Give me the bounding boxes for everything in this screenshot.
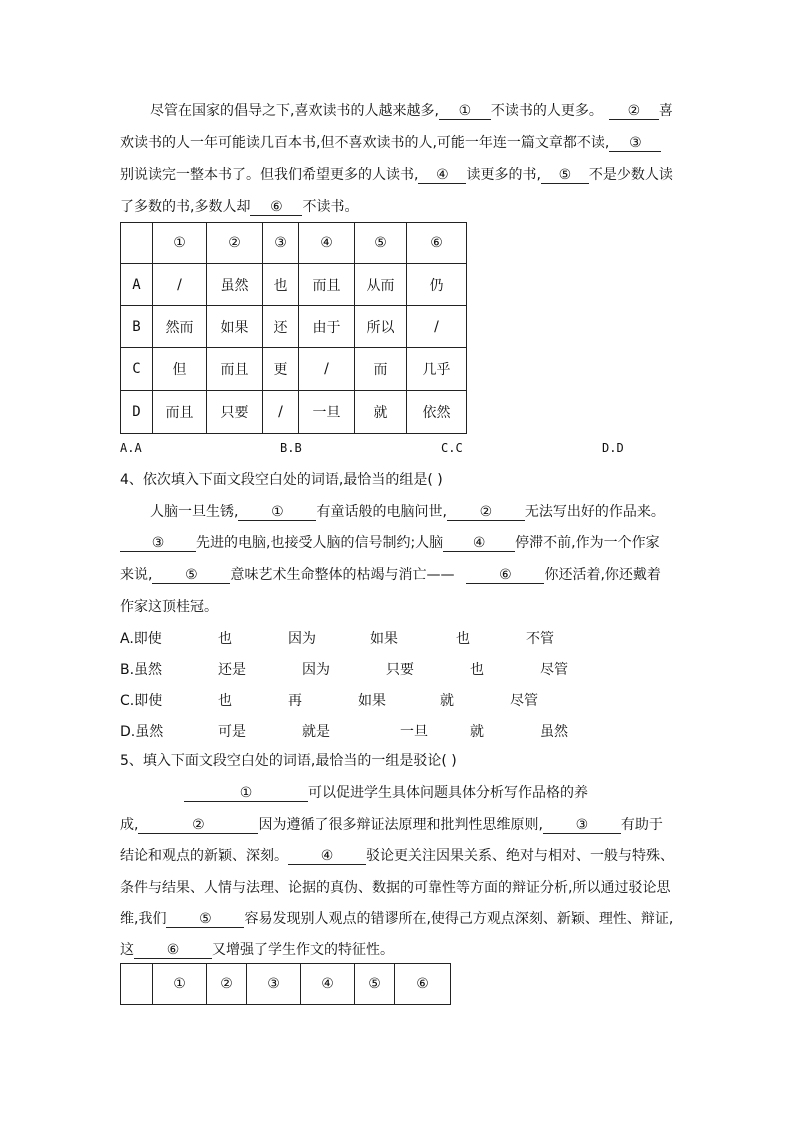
table-cell: ⑤ [355, 223, 407, 264]
q4-title: 4、依次填入下面文段空白处的词语,最恰当的组是( ) [120, 472, 443, 488]
table-cell: 由于 [299, 306, 355, 348]
table-cell: ② [207, 964, 247, 1005]
blank-3: ③ [609, 135, 661, 152]
table-cell [121, 223, 153, 264]
blank-6: ⑥ [134, 942, 212, 959]
table-cell: ⑥ [395, 964, 451, 1005]
table-cell: ④ [299, 223, 355, 264]
table-cell: ⑥ [407, 223, 467, 264]
q3-options-table [120, 222, 467, 434]
q3-passage-line-4: 了多数的书,多数人却 ⑥ 不读书。 [120, 199, 359, 215]
table-cell: A [121, 264, 153, 306]
q3-passage-line-1: 尽管在国家的倡导之下,喜欢读书的人越来越多, ① 不读书的人更多。 ② 喜 [150, 103, 673, 119]
table-cell [121, 964, 153, 1005]
blank-5: ⑤ [152, 567, 230, 584]
blank-6: ⑥ [250, 199, 302, 216]
q5-passage-line-4: 条件与结果、人情与法理、论据的真伪、数据的可靠性等方面的辩证分析,所以通过驳论思 [120, 880, 671, 896]
table-cell: 一旦 [299, 391, 355, 434]
table-row [121, 348, 467, 391]
blank-1: ① [439, 103, 491, 120]
table-cell: ③ [247, 964, 301, 1005]
table-cell: B [121, 306, 153, 348]
answer-choice-d[interactable]: D.D [602, 441, 624, 455]
q4-passage-line-2: ③ 先进的电脑,也接受人脑的信号制约;人脑 ④ 停滞不前,作为一个作家 [120, 533, 660, 553]
q4-passage-line-4: 作家这顶桂冠。 [120, 599, 218, 615]
answer-choice-b[interactable]: B.B [280, 441, 302, 455]
q5-options-table [120, 963, 451, 1005]
q5-passage-line-2: 成, ② 因为遵循了很多辩证法原理和批判性思维原则, ③ 有助于 [120, 817, 663, 833]
blank-4: ④ [288, 848, 366, 865]
q3-passage-line-3: 别说读完一整本书了。但我们希望更多的人读书, ④ 读更多的书, ⑤ 不是少数人读 [120, 167, 673, 183]
table-cell: 如果 [207, 306, 263, 348]
table-cell: 但 [153, 348, 207, 391]
table-cell: 然而 [153, 306, 207, 348]
table-cell: 从而 [355, 264, 407, 306]
blank-6: ⑥ [466, 567, 544, 584]
table-header-row [121, 223, 467, 264]
table-cell: C [121, 348, 153, 391]
q5-passage-line-1: ① 可以促进学生具体问题具体分析写作品格的养 [184, 783, 588, 803]
table-cell: ② [207, 223, 263, 264]
table-cell: 而且 [207, 348, 263, 391]
table-cell: 还 [263, 306, 299, 348]
table-header-row [121, 964, 451, 1005]
q3-passage-line-2: 欢读书的人一年可能读几百本书,但不喜欢读书的人,可能一年连一篇文章都不读, ③ [120, 133, 661, 153]
table-cell: 也 [263, 264, 299, 306]
table-row [121, 391, 467, 434]
table-cell: ⑤ [355, 964, 395, 1005]
table-row [121, 306, 467, 348]
blank-1: ① [238, 504, 316, 521]
q5-title: 5、填入下面文段空白处的词语,最恰当的一组是驳论( ) [120, 753, 457, 769]
table-cell: 而 [355, 348, 407, 391]
blank-4: ④ [443, 535, 515, 552]
table-cell: / [407, 306, 467, 348]
table-cell: 就 [355, 391, 407, 434]
table-cell: 而且 [153, 391, 207, 434]
q5-passage-line-3: 结论和观点的新颖、深刻。 ④ 驳论更关注因果关系、绝对与相对、一般与特殊、 [120, 848, 674, 864]
table-cell: 所以 [355, 306, 407, 348]
table-cell: 只要 [207, 391, 263, 434]
q5-passage-line-5: 维,我们 ⑤ 容易发现别人观点的错谬所在,使得己方观点深刻、新颖、理性、辩证, [120, 911, 674, 927]
table-cell: ① [153, 964, 207, 1005]
blank-5: ⑤ [541, 167, 589, 184]
blank-2: ② [138, 817, 258, 834]
blank-2: ② [447, 504, 525, 521]
blank-2: ② [609, 103, 659, 120]
blank-1: ① [184, 785, 308, 802]
q4-passage-line-1: 人脑一旦生锈, ① 有童话般的电脑问世, ② 无法写出好的作品来。 [150, 504, 665, 520]
table-cell: D [121, 391, 153, 434]
blank-3: ③ [543, 817, 621, 834]
table-cell: 仍 [407, 264, 467, 306]
table-cell: 虽然 [207, 264, 263, 306]
table-cell: / [153, 264, 207, 306]
answer-choice-c[interactable]: C.C [441, 441, 463, 455]
table-cell: ④ [301, 964, 355, 1005]
blank-3: ③ [120, 535, 196, 552]
table-cell: / [263, 391, 299, 434]
table-row [121, 264, 467, 306]
blank-5: ⑤ [166, 911, 244, 928]
table-cell: / [299, 348, 355, 391]
table-cell: 几乎 [407, 348, 467, 391]
table-cell: ① [153, 223, 207, 264]
q4-passage-line-3: 来说, ⑤ 意味艺术生命整体的枯竭与消亡—— ⑥ 你还活着,你还戴着 [120, 567, 661, 583]
q5-passage-line-6: 这 ⑥ 又增强了学生作文的特征性。 [120, 942, 394, 958]
table-cell: 而且 [299, 264, 355, 306]
blank-4: ④ [418, 167, 466, 184]
table-cell: ③ [263, 223, 299, 264]
table-cell: 依然 [407, 391, 467, 434]
answer-choice-a[interactable]: A.A [120, 441, 142, 455]
table-cell: 更 [263, 348, 299, 391]
